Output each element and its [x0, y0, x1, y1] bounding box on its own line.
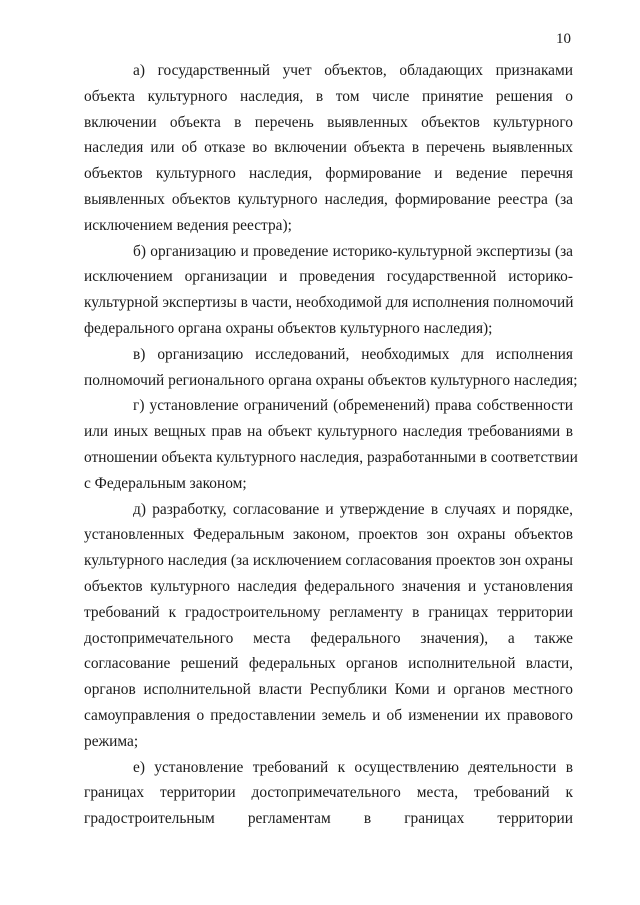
- page-number: 10: [556, 31, 571, 47]
- text-line: объектов культурного наследия, формирование и ведение перечня: [84, 165, 573, 183]
- text-line: в) организацию исследований, необходимых для исполнения: [133, 345, 573, 363]
- text-line: согласование решений федеральных органов исполнительной власти,: [84, 655, 573, 673]
- text-line: культурного наследия (за исключением согласования проектов зон охраны: [84, 552, 573, 570]
- text-line: б) организацию и проведение историко-культурной экспертизы (за: [133, 242, 573, 260]
- text-line: федерального органа охраны объектов культурного наследия);: [84, 319, 493, 337]
- paragraph-e: [84, 755, 573, 832]
- text-line: установленных Федеральным законом, проектов зон охраны объектов: [84, 526, 573, 544]
- text-line: отношении объекта культурного наследия, разработанными в соответствии: [84, 448, 578, 466]
- text-line: самоуправления о предоставлении земель и об изменении их правового: [84, 706, 573, 724]
- text-line: исключением организации и проведения государственной историко-: [84, 268, 573, 286]
- text-line: культурной экспертизы в части, необходимой для исполнения полномочий: [84, 294, 574, 312]
- text-line: режима;: [84, 732, 139, 750]
- text-line: органов исполнительной власти Республики Коми и органов местного: [84, 681, 573, 699]
- text-line: границах территории достопримечательного места, требований к: [84, 784, 573, 802]
- text-line: наследия или об отказе во включении объекта в перечень выявленных: [84, 139, 573, 157]
- text-line: включении объекта в перечень выявленных объектов культурного: [84, 113, 573, 131]
- text-line: исключением ведения реестра);: [84, 216, 292, 234]
- text-line: требований к градостроительному регламенту в границах территории: [84, 603, 573, 621]
- text-line: д) разработку, согласование и утверждение в случаях и порядке,: [133, 500, 573, 518]
- paragraph-b: [84, 239, 573, 342]
- text-line: с Федеральным законом;: [84, 474, 247, 492]
- text-line: выявленных объектов культурного наследия, формирование реестра (за: [84, 190, 573, 208]
- text-line: полномочий регионального органа охраны объектов культурного наследия;: [84, 371, 578, 389]
- paragraph-a: [84, 58, 573, 239]
- text-line: градостроительным регламентам в границах территории: [84, 810, 573, 828]
- text-line: достопримечательного места федерального значения), а также: [84, 629, 573, 647]
- paragraph-d: [84, 497, 573, 755]
- text-line: объектов культурного наследия федерального значения и установления: [84, 577, 573, 595]
- text-line: г) установление ограничений (обременений) права собственности: [133, 397, 573, 415]
- text-line: объекта культурного наследия, в том числе принятие решения о: [84, 87, 573, 105]
- document-body: [84, 58, 578, 832]
- text-line: а) государственный учет объектов, обладающих признаками: [133, 62, 573, 79]
- text-line: е) установление требований к осуществлению деятельности в: [133, 758, 573, 776]
- text-line: или иных вещных прав на объект культурного наследия требованиями в: [84, 423, 573, 441]
- paragraph-v: [84, 342, 578, 394]
- paragraph-g: [84, 393, 578, 496]
